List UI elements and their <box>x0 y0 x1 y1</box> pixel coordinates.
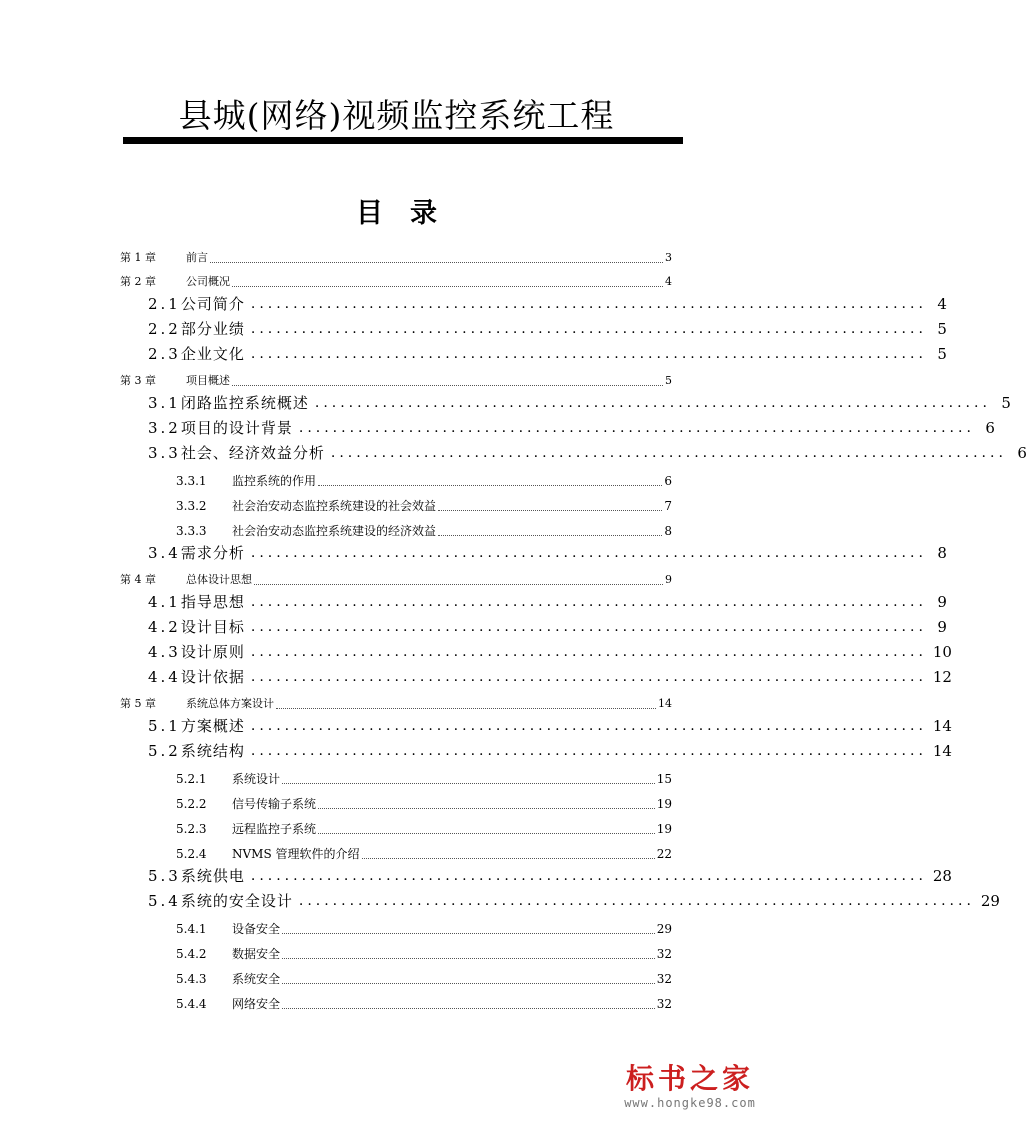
toc-entry[interactable] <box>120 340 947 365</box>
toc-entry-number: 4.2 <box>148 618 181 636</box>
toc-entry-page: 5 <box>665 374 672 387</box>
toc-entry-number: 2.1 <box>148 295 181 313</box>
toc-entry-title: 设计目标 <box>180 618 245 636</box>
toc-entry-number: 第 4 章 <box>120 573 156 586</box>
toc-entry[interactable] <box>120 439 1027 464</box>
toc-entry-number: 5.4.3 <box>176 972 207 986</box>
toc-entry-page: 6 <box>1017 444 1027 462</box>
toc-entry[interactable] <box>120 762 672 787</box>
toc-entry[interactable] <box>120 514 672 539</box>
toc-entry-page: 9 <box>937 618 947 636</box>
toc-entry-page: 28 <box>932 867 952 885</box>
toc-leader-dots <box>254 572 663 585</box>
toc-leader-dots <box>362 846 655 859</box>
toc-entry[interactable] <box>120 887 1000 912</box>
toc-entry[interactable] <box>120 613 947 638</box>
toc-leader-dots <box>318 473 662 486</box>
toc-leader-dots <box>282 771 655 784</box>
toc-entry-number: 5.2.2 <box>176 797 207 811</box>
toc-entry-title: 系统供电 <box>180 867 245 885</box>
toc-entry-number: 第 5 章 <box>120 697 156 710</box>
toc-entry-title: 闭路监控系统概述 <box>180 394 309 412</box>
toc-entry-number: 5.2 <box>148 742 181 760</box>
toc-entry-title: 项目概述 <box>186 374 230 387</box>
toc-entry-number: 5.4 <box>148 892 181 910</box>
toc-entry[interactable] <box>120 862 952 887</box>
watermark-logo <box>605 1062 775 1110</box>
toc-entry-number: 5.2.1 <box>176 772 207 786</box>
watermark-url: www.hongke98.com <box>624 1096 756 1110</box>
toc-entry-title: 企业文化 <box>180 345 245 363</box>
toc-entry-title: 设计依据 <box>180 668 245 686</box>
toc-entry[interactable] <box>120 539 947 564</box>
toc-entry-title: 设备安全 <box>232 922 281 936</box>
document-title: 县城(网络)视频监控系统工程 <box>178 96 615 135</box>
toc-leader-dots <box>438 498 662 511</box>
toc-leader-dots <box>276 696 656 709</box>
toc-entry-page: 19 <box>656 822 672 836</box>
toc-entry-title: 公司概况 <box>186 275 230 288</box>
toc-entry[interactable] <box>120 315 947 340</box>
toc-entry-page: 15 <box>656 772 672 786</box>
toc-entry-page: 32 <box>656 947 672 961</box>
toc-entry-page: 32 <box>656 972 672 986</box>
toc-entry-number: 4.4 <box>148 668 181 686</box>
toc-entry-title: NVMS 管理软件的介绍 <box>232 847 360 861</box>
toc-leader-dots <box>282 921 655 934</box>
toc-entry-title: 社会、经济效益分析 <box>180 444 325 462</box>
toc-entry-number: 3.3.3 <box>176 524 207 538</box>
toc-entry-number: 3.3 <box>148 444 181 462</box>
toc-entry-title: 系统总体方案设计 <box>186 697 274 710</box>
toc-entry-number: 第 2 章 <box>120 275 156 288</box>
toc-entry-number: 5.4.1 <box>176 922 207 936</box>
watermark-text: 标书之家 <box>625 1062 754 1095</box>
toc-entry-number: 5.1 <box>148 717 181 735</box>
toc-entry-title: 设计原则 <box>180 643 245 661</box>
toc-leader-dots <box>232 274 663 287</box>
toc-leader-dots: ................................................................................ <box>250 868 927 884</box>
toc-entry[interactable] <box>120 564 672 588</box>
toc-entry-page: 8 <box>937 544 947 562</box>
toc-entry-title: 需求分析 <box>180 544 245 562</box>
toc-leader-dots: ................................................................................ <box>250 644 927 660</box>
toc-entry-page: 4 <box>665 275 672 288</box>
toc-entry[interactable] <box>120 464 672 489</box>
toc-entry-title: 系统结构 <box>180 742 245 760</box>
toc-leader-dots <box>282 971 655 984</box>
toc-leader-dots: ................................................................................ <box>250 545 927 561</box>
toc-entry[interactable] <box>120 242 672 266</box>
toc-leader-dots: ................................................................................ <box>250 346 927 362</box>
toc-entry-page: 8 <box>664 524 672 538</box>
toc-entry-title: 信号传输子系统 <box>232 797 317 811</box>
toc-entry-page: 9 <box>937 593 947 611</box>
toc-entry-number: 2.2 <box>148 320 181 338</box>
toc-entry-title: 公司简介 <box>180 295 245 313</box>
toc-entry-page: 6 <box>985 419 995 437</box>
toc-heading: 目 录 <box>356 198 437 229</box>
toc-entry[interactable] <box>120 912 672 937</box>
toc-entry[interactable] <box>120 712 952 737</box>
toc-leader-dots: ................................................................................ <box>250 321 927 337</box>
toc-entry-title: 监控系统的作用 <box>232 474 317 488</box>
toc-entry-title: 社会治安动态监控系统建设的社会效益 <box>232 499 437 513</box>
toc-entry[interactable] <box>120 663 952 688</box>
toc-entry-title: 系统的安全设计 <box>180 892 293 910</box>
table-of-contents <box>120 242 1027 1012</box>
toc-leader-dots <box>232 373 663 386</box>
toc-entry-number: 4.1 <box>148 593 181 611</box>
toc-entry-title: 前言 <box>186 251 208 264</box>
toc-entry-page: 14 <box>932 717 952 735</box>
toc-leader-dots <box>438 523 662 536</box>
toc-entry-page: 9 <box>665 573 672 586</box>
toc-entry[interactable] <box>120 812 672 837</box>
toc-entry-page: 29 <box>980 892 1000 910</box>
toc-entry-number: 5.2.3 <box>176 822 207 836</box>
toc-entry-title: 项目的设计背景 <box>180 419 293 437</box>
toc-entry-title: 系统安全 <box>232 972 281 986</box>
toc-entry[interactable] <box>120 290 947 315</box>
toc-entry-page: 19 <box>656 797 672 811</box>
toc-entry-title: 总体设计思想 <box>186 573 252 586</box>
toc-entry-title: 指导思想 <box>180 593 245 611</box>
toc-entry-page: 32 <box>656 997 672 1011</box>
toc-entry-number: 5.3 <box>148 867 181 885</box>
toc-entry-number: 3.1 <box>148 394 181 412</box>
toc-entry[interactable] <box>120 937 672 962</box>
toc-entry-number: 2.3 <box>148 345 181 363</box>
toc-entry-number: 第 3 章 <box>120 374 156 387</box>
toc-entry-title: 部分业绩 <box>180 320 245 338</box>
toc-entry[interactable] <box>120 787 672 812</box>
toc-entry-page: 29 <box>656 922 672 936</box>
toc-entry-page: 5 <box>937 320 947 338</box>
toc-entry-page: 10 <box>932 643 952 661</box>
toc-entry[interactable] <box>120 638 952 663</box>
toc-entry-page: 4 <box>937 295 947 313</box>
toc-entry[interactable] <box>120 588 947 613</box>
toc-entry-page: 22 <box>656 847 672 861</box>
toc-entry-number: 5.2.4 <box>176 847 207 861</box>
toc-leader-dots <box>318 796 655 809</box>
toc-leader-dots: ................................................................................ <box>250 743 927 759</box>
toc-entry-title: 系统设计 <box>232 772 281 786</box>
toc-leader-dots <box>282 946 655 959</box>
toc-entry[interactable] <box>120 737 952 762</box>
toc-entry-page: 14 <box>932 742 952 760</box>
toc-entry[interactable] <box>120 837 672 862</box>
toc-entry-title: 远程监控子系统 <box>232 822 317 836</box>
toc-entry-page: 6 <box>664 474 672 488</box>
toc-leader-dots <box>318 821 655 834</box>
toc-entry-title: 社会治安动态监控系统建设的经济效益 <box>232 524 437 538</box>
toc-entry-number: 3.4 <box>148 544 181 562</box>
toc-entry-page: 14 <box>658 697 672 710</box>
toc-entry[interactable] <box>120 987 672 1012</box>
toc-leader-dots: ................................................................................ <box>250 594 927 610</box>
toc-entry-page: 7 <box>664 499 672 513</box>
toc-leader-dots: ................................................................................ <box>250 669 927 685</box>
toc-entry-page: 5 <box>1001 394 1011 412</box>
toc-leader-dots: ................................................................................ <box>250 619 927 635</box>
toc-entry[interactable] <box>120 688 672 712</box>
toc-entry[interactable] <box>120 266 672 290</box>
toc-entry-title: 网络安全 <box>232 997 281 1011</box>
toc-entry-page: 12 <box>932 668 952 686</box>
toc-entry-number: 第 1 章 <box>120 251 156 264</box>
toc-entry-number: 4.3 <box>148 643 181 661</box>
toc-entry-number: 5.4.4 <box>176 997 207 1011</box>
toc-leader-dots: ................................................................................ <box>330 445 1007 461</box>
toc-entry-title: 方案概述 <box>180 717 245 735</box>
toc-entry[interactable] <box>120 962 672 987</box>
toc-entry-number: 3.3.1 <box>176 474 207 488</box>
toc-leader-dots: ................................................................................ <box>250 718 927 734</box>
toc-entry-number: 3.3.2 <box>176 499 207 513</box>
toc-leader-dots <box>210 250 663 263</box>
title-underline <box>123 137 683 144</box>
toc-leader-dots: ................................................................................ <box>250 296 927 312</box>
toc-leader-dots: ................................................................................ <box>298 893 975 909</box>
toc-entry[interactable] <box>120 414 995 439</box>
toc-entry[interactable] <box>120 489 672 514</box>
toc-entry[interactable] <box>120 365 672 389</box>
toc-entry-number: 3.2 <box>148 419 181 437</box>
toc-entry-page: 5 <box>937 345 947 363</box>
toc-leader-dots: ................................................................................ <box>314 395 991 411</box>
toc-entry-page: 3 <box>665 251 672 264</box>
toc-entry[interactable] <box>120 389 1011 414</box>
toc-leader-dots <box>282 996 655 1009</box>
toc-entry-number: 5.4.2 <box>176 947 207 961</box>
toc-entry-title: 数据安全 <box>232 947 281 961</box>
toc-leader-dots: ................................................................................ <box>298 420 975 436</box>
